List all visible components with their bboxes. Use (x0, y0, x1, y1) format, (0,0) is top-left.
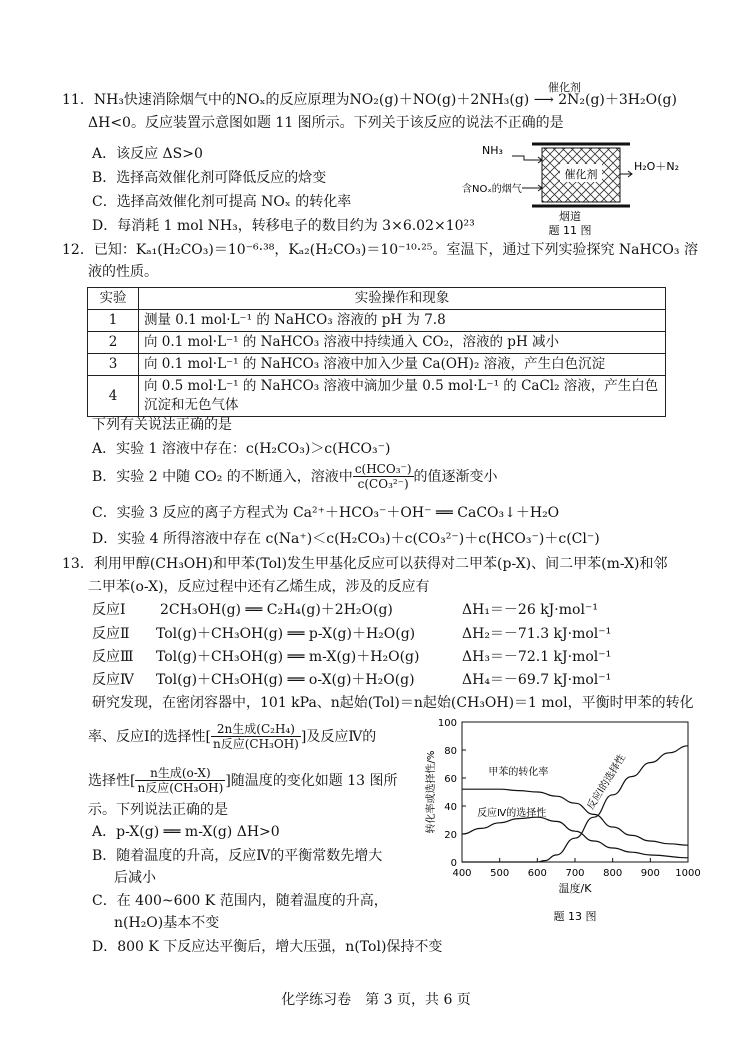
series-label: 反应Ⅰ的选择性 (585, 752, 629, 812)
reaction-enthalpy: ΔH₃＝－72.1 kJ·mol⁻¹ (462, 649, 612, 665)
page-footer: 化学练习卷 第 3 页，共 6 页 (281, 992, 471, 1008)
series-label: 反应Ⅳ的选择性 (477, 807, 547, 819)
table-cell: 向 0.1 mol·L⁻¹ 的 NaHCO₃ 溶液中加入少量 Ca(OH)₂ 溶液，产生白色沉淀 (139, 354, 666, 376)
y-tick-label: 0 (450, 858, 457, 869)
fraction-denominator: c(CO₃²⁻) (357, 477, 409, 491)
q13-line1: 13．利用甲醇(CH₃OH)和甲苯(Tol)发生甲基化反应可以获得对二甲苯(p-X)、间二甲苯(m-X)和邻 (62, 556, 668, 572)
reaction-name: 反应Ⅰ (92, 602, 126, 618)
series-label: 甲苯的转化率 (488, 767, 549, 779)
table-row (88, 354, 666, 376)
y-tick-label: 80 (444, 746, 457, 757)
table-cell: 4 (88, 376, 139, 417)
table-row (88, 376, 666, 417)
reaction-name: 反应Ⅲ (92, 649, 134, 665)
y-tick-label: 40 (444, 802, 457, 813)
fraction (353, 462, 414, 491)
reaction-equation: 2CH₃OH(g) ══ C₂H₄(g)＋2H₂O(g) (160, 602, 393, 618)
q12-line1: 12．已知：Kₐ₁(H₂CO₃)＝10⁻⁶·³⁸，Kₐ₂(H₂CO₃)＝10⁻¹⁰·²⁵。室温下，通过下列实验探究 NaHCO₃ 溶 (62, 242, 698, 258)
reaction-name: 反应Ⅳ (92, 672, 134, 688)
q11-line2: ΔH<0。反应装置示意图如题 11 图所示。下列关于该反应的说法不正确的是 (88, 115, 564, 131)
q13-option-d: D．800 K 下反应达平衡后，增大压强，n(Tol)保持不变 (92, 939, 443, 955)
q12-stem: 下列有关说法正确的是 (92, 417, 232, 433)
x-tick-label: 700 (565, 868, 585, 879)
table-cell: 向 0.1 mol·L⁻¹ 的 NaHCO₃ 溶液中持续通入 CO₂，溶液的 pH 减小 (139, 332, 666, 354)
reaction-enthalpy: ΔH₄＝－69.7 kJ·mol⁻¹ (462, 672, 612, 688)
table-header-cell: 实验操作和现象 (139, 288, 666, 310)
fraction (211, 722, 301, 751)
q13-option-c-cont: n(H₂O)基本不变 (114, 915, 220, 931)
reaction-enthalpy: ΔH₁＝－26 kJ·mol⁻¹ (462, 602, 598, 618)
series-reaction4-selectivity (462, 817, 688, 858)
table-cell: 2 (88, 332, 139, 354)
reaction-equation: Tol(g)＋CH₃OH(g) ══ m-X(g)＋H₂O(g) (156, 649, 420, 665)
fraction (135, 766, 225, 795)
q11-option-a: A．该反应 ΔS>0 (92, 146, 203, 162)
q11-arrow-label: 催化剂 (548, 81, 581, 94)
q13-research: 研究发现，在密闭容器中，101 kPa、n起始(Tol)＝n起始(CH₃OH)＝1 mol，平衡时甲苯的转化 (92, 695, 694, 711)
fraction-denominator: n反应(CH₃OH) (213, 737, 299, 751)
q12-option-b-suffix: 的值逐渐变小 (413, 468, 498, 485)
x-axis-label: 温度/K (558, 882, 592, 895)
x-tick-label: 600 (527, 868, 547, 879)
table-row (88, 310, 666, 332)
y-tick-label: 100 (437, 718, 457, 729)
q12-experiment-table (87, 287, 666, 417)
reaction-name: 反应Ⅱ (92, 626, 130, 642)
x-tick-label: 500 (490, 868, 510, 879)
y-tick-label: 60 (444, 774, 457, 785)
q12-option-a: A．实验 1 溶液中存在：c(H₂CO₃)＞c(HCO₃⁻) (92, 441, 391, 457)
q13-option-b-cont: 后减小 (114, 870, 156, 886)
selectivity-suffix: ]及反应Ⅳ的 (300, 728, 377, 745)
q13-option-a: A．p-X(g) ══ m-X(g) ΔH>0 (92, 824, 280, 840)
selectivity-prefix: 选择性[ (88, 772, 136, 789)
reaction-equation: Tol(g)＋CH₃OH(g) ══ p-X(g)＋H₂O(g) (156, 626, 416, 642)
q11-line1: 11．NH₃快速消除烟气中的NOₓ的反应原理为NO₂(g)＋NO(g)＋2NH₃(g) ⟶ 2N₂(g)＋3H₂O(g) (62, 92, 677, 108)
table-cell: 测量 0.1 mol·L⁻¹ 的 NaHCO₃ 溶液的 pH 为 7.8 (139, 310, 666, 332)
q13-line2: 二甲苯(o-X)，反应过程中还有乙烯生成，涉及的反应有 (88, 579, 430, 595)
x-tick-label: 400 (452, 868, 472, 879)
q11-option-d: D．每消耗 1 mol NH₃，转移电子的数目约为 3×6.02×10²³ (92, 218, 475, 234)
flue-label: 烟道 (559, 210, 581, 223)
table-header-row (88, 288, 666, 310)
x-tick-label: 900 (640, 868, 660, 879)
table-header-cell: 实验 (88, 288, 139, 310)
reaction-enthalpy: ΔH₂＝－71.3 kJ·mol⁻¹ (462, 626, 612, 642)
series-reaction1-selectivity (462, 746, 688, 862)
products-label: H₂O＋N₂ (634, 160, 679, 173)
reaction-equation: Tol(g)＋CH₃OH(g) ══ o-X(g)＋H₂O(g) (156, 672, 415, 688)
q12-option-c: C．实验 3 反应的离子方程式为 Ca²⁺＋HCO₃⁻＋OH⁻ ══ CaCO₃↓＋H₂O (92, 505, 560, 521)
q11-option-b: B．选择高效催化剂可降低反应的焓变 (92, 170, 327, 186)
q11-figure (460, 136, 690, 236)
q13-option-c: C．在 400~600 K 范围内，随着温度的升高， (92, 893, 388, 909)
q11-figure-caption: 题 11 图 (548, 224, 592, 236)
fraction-numerator: 2n生成(C₂H₄) (211, 722, 301, 737)
y-axis-label: 转化率或选择性/% (426, 750, 437, 834)
q13-shown: 示。下列说法正确的是 (88, 802, 228, 818)
q13-figure-caption: 题 13 图 (553, 910, 597, 923)
q12-option-b (92, 462, 498, 491)
table-cell: 3 (88, 354, 139, 376)
table-row (88, 332, 666, 354)
selectivity-prefix: 率、反应Ⅰ的选择性[ (88, 728, 211, 745)
q12-option-b-prefix: B．实验 2 中随 CO₂ 的不断通入，溶液中 (92, 468, 353, 485)
nh3-label: NH₃ (482, 144, 503, 157)
y-tick-label: 20 (444, 830, 457, 841)
q13-selectivity-1 (88, 722, 376, 751)
q13-option-b: B．随着温度的升高，反应Ⅳ的平衡常数先增大 (92, 848, 383, 864)
x-tick-label: 800 (603, 868, 623, 879)
flue-gas-label: 含NOₓ的烟气 (462, 184, 522, 195)
table-cell: 向 0.5 mol·L⁻¹ 的 NaHCO₃ 溶液中滴加少量 0.5 mol·L⁻¹ 的 CaCl₂ 溶液，产生白色沉淀和无色气体 (139, 376, 666, 417)
fraction-numerator: n生成(o-X) (135, 766, 225, 781)
q11-option-c: C．选择高效催化剂可提高 NOₓ 的转化率 (92, 194, 352, 210)
table-cell: 1 (88, 310, 139, 332)
fraction-numerator: c(HCO₃⁻) (354, 462, 412, 476)
catalyst-label: 催化剂 (564, 168, 598, 181)
q12-option-d: D．实验 4 所得溶液中存在 c(Na⁺)＜c(H₂CO₃)＋c(CO₃²⁻)＋c(HCO₃⁻)＋c(Cl⁻) (92, 531, 600, 547)
q13-selectivity-4 (88, 766, 398, 795)
x-tick-label: 1000 (675, 868, 701, 879)
q13-chart (420, 714, 710, 934)
selectivity-suffix: ]随温度的变化如题 13 图所 (225, 772, 398, 789)
fraction-denominator: n反应(CH₃OH) (137, 781, 224, 795)
q12-line2: 液的性质。 (88, 264, 158, 280)
